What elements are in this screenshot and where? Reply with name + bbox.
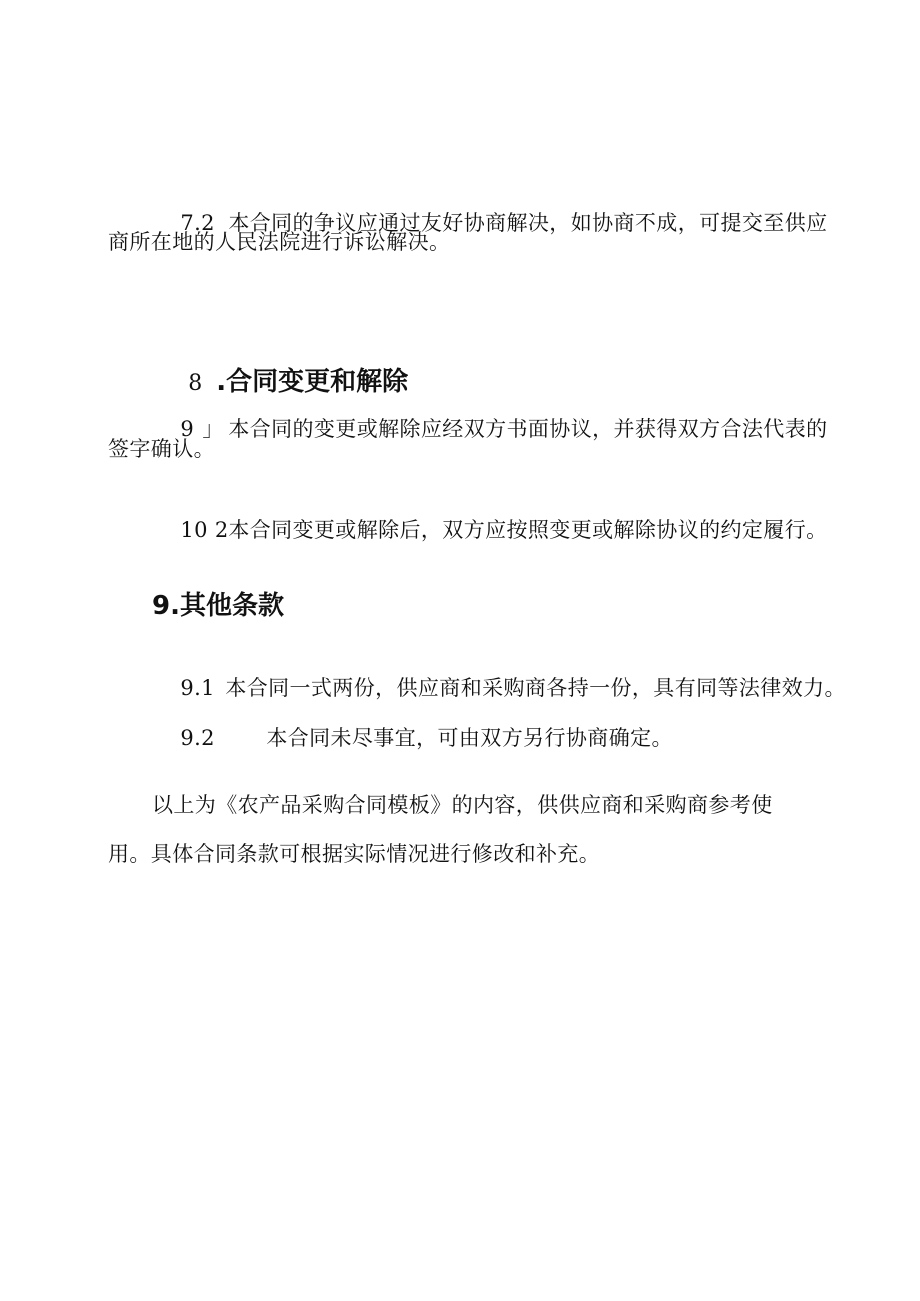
section-9-heading: 9.其他条款 [152, 591, 284, 621]
clause-9-1-text: 本合同一式两份，供应商和采购商各持一份，具有同等法律效力。 [225, 676, 846, 700]
closing-line2: 用。具体合同条款可根据实际情况进行修改和补充。 [108, 842, 601, 866]
clause-8-2-line [152, 485, 828, 575]
clause-8-1-line1 [152, 384, 828, 474]
clause-9-1-number: 9.1 [180, 676, 215, 700]
clause-8-2-number: 10 2 [180, 518, 229, 542]
section-8-number: 8 [188, 371, 203, 396]
clause-8-1-number: 9 [180, 417, 195, 441]
clause-8-1-line2: 签字确认。 [108, 437, 215, 461]
clause-7-2-text: 本合同的争议应通过友好协商解决，如协商不成，可提交至供应 [228, 211, 828, 235]
clause-9-2-number: 9.2 [180, 726, 215, 750]
section-8-title: .合同变更和解除 [216, 367, 409, 397]
clause-9-2-text: 本合同未尽事宜，可由双方另行协商确定。 [266, 726, 673, 750]
clause-7-2-number: 7.2 [180, 211, 215, 235]
closing-line1: 以上为《农产品采购合同模板》的内容，供供应商和采购商参考使 [152, 793, 773, 817]
clause-8-1-mark: 」 [202, 417, 224, 441]
clause-8-1-text: 本合同的变更或解除应经双方书面协议，并获得双方合法代表的 [228, 417, 828, 441]
clause-8-2-text: 本合同变更或解除后，双方应按照变更或解除协议的约定履行。 [228, 518, 828, 542]
clause-7-2-line2: 商所在地的人民法院进行诉讼解决。 [108, 230, 451, 254]
clause-9-2-line [152, 693, 673, 783]
